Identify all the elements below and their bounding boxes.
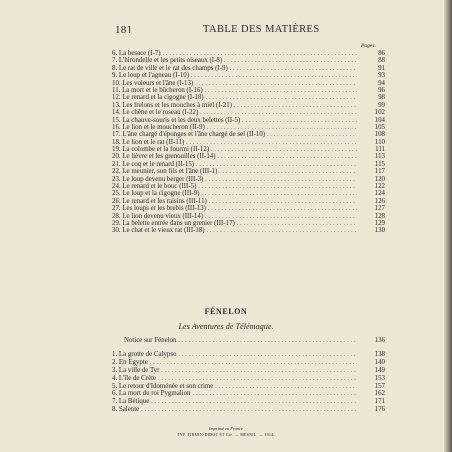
entry-label: 21. Le coq et le renard (II-15) . . . <box>112 161 357 168</box>
toc-entry <box>112 375 385 383</box>
entry-label: 6. La mort du roi Pygmalion . . . <box>112 390 357 398</box>
entry-page: 122 <box>374 183 385 191</box>
entry-page: 153 <box>374 374 385 382</box>
entry-page: 88 <box>378 57 385 65</box>
toc-entry <box>112 146 385 153</box>
toc-entry <box>112 57 385 64</box>
entry-label: 4. L'île de Crète . . . <box>112 375 357 383</box>
entry-label: 23. Le loup devenu berger (III-3) . . . <box>112 176 357 183</box>
page-edge-shadow <box>444 0 452 452</box>
toc-entry <box>112 367 385 375</box>
toc-entry <box>112 65 385 72</box>
toc-entry <box>112 161 385 168</box>
toc-entry <box>112 198 385 205</box>
entry-page: 105 <box>374 123 385 131</box>
entry-page: 176 <box>374 406 385 414</box>
entry-page: 149 <box>374 366 385 374</box>
entry-page: 99 <box>378 101 385 109</box>
entry-label: 10. Les voleurs et l'âne (I-13) . . . <box>112 80 357 87</box>
entry-label: 29. La belette entrée dans un grenier (III-17) . . . <box>112 220 357 227</box>
entry-page: 115 <box>374 160 385 168</box>
toc-entry <box>112 390 385 398</box>
entry-label: 27. Les loups et les brebis (III-13) . . . <box>112 205 357 212</box>
entry-label: 1. La grotte de Calypso . . . <box>112 351 357 359</box>
entry-label: 3. La ville de Tyr . . . <box>112 367 357 375</box>
entry-page: 128 <box>374 212 385 220</box>
toc-entry <box>112 102 385 109</box>
entry-page: 127 <box>374 205 385 213</box>
entry-page: 130 <box>374 227 385 235</box>
entry-page: 157 <box>374 382 385 390</box>
toc-entry <box>112 80 385 87</box>
entry-label: 28. Le lion devenu vieux (III-14) . . . <box>112 213 357 220</box>
entry-label: 14. Le chêne et le roseau (I-22) . . . <box>112 109 357 116</box>
entry-label: 24. Le renard et le bouc (III-5) . . . <box>112 183 357 190</box>
entry-page: 117 <box>374 168 385 176</box>
toc-entry <box>112 117 385 124</box>
toc-entry <box>112 406 385 414</box>
entry-page: 111 <box>375 146 385 154</box>
toc-entry <box>112 94 385 101</box>
toc-entry <box>112 220 385 227</box>
entry-label: 11. La mort et le bûcheron (I-16) . . . <box>112 87 357 94</box>
toc-entry <box>112 87 385 94</box>
entry-label: 17. L'âne chargé d'éponges et l'âne chargé de sel (II-10) . . . <box>112 131 357 138</box>
toc-entry <box>112 383 385 391</box>
toc-entry <box>112 153 385 160</box>
entry-label: 20. Le lièvre et les grenouilles (II-14) . . . <box>112 153 357 160</box>
entry-label: 12. Le renard et la cigogne (I-18) . . . <box>112 94 357 101</box>
entry-page: 104 <box>374 116 385 124</box>
toc-entry <box>112 139 385 146</box>
entry-page: 171 <box>374 398 385 406</box>
entry-label: 19. La colombe et la fourmi (II-12) . . . <box>112 146 357 153</box>
entry-page: 96 <box>378 86 385 94</box>
entry-page: 108 <box>374 131 385 139</box>
section-contents <box>112 337 385 414</box>
entry-page: 124 <box>374 190 385 198</box>
entry-page: 162 <box>374 390 385 398</box>
toc-entry <box>112 131 385 138</box>
printer-line: TYP. FIRMIN-DIDOT ET Cie. — MESNIL. — 1914. <box>177 433 275 437</box>
toc-entry <box>112 398 385 406</box>
entry-label: 26. Le renard et les raisins (III-11) . . . <box>112 198 357 205</box>
entry-label: 30. Le chat et le vieux rat (III-18) . . . <box>112 227 357 234</box>
toc-entry <box>112 183 385 190</box>
entry-page: 140 <box>374 358 385 366</box>
entry-page: 98 <box>378 94 385 102</box>
toc-entry <box>112 109 385 116</box>
entry-page: 136 <box>374 337 385 344</box>
imprint-line: Imprimé en France <box>209 426 243 431</box>
toc-entry <box>112 213 385 220</box>
entry-page: 120 <box>374 175 385 183</box>
entry-label: 13. Les frelons et les mouches à miel (I-21) . . . <box>112 102 357 109</box>
toc-entry <box>112 205 385 212</box>
entry-label: 8. Le rat de ville et le rat des champs (I-9) . . . <box>112 65 357 72</box>
entry-label: 7. L'hirondelle et les petits oiseaux (I-8) . . . <box>112 57 357 64</box>
entry-page: 110 <box>374 138 385 146</box>
toc-entry <box>112 168 385 175</box>
entry-page: 94 <box>378 79 385 87</box>
entry-label: 16. Le lion et le moucheron (II-9) . . . <box>112 124 357 131</box>
toc-entry <box>112 72 385 79</box>
entry-label: 15. La chauve-souris et les deux belettes (II-5) . . . <box>112 117 357 124</box>
page-title: TABLE DES MATIÈRES <box>203 24 320 35</box>
entry-page: 93 <box>378 72 385 80</box>
entry-page: 102 <box>374 109 385 117</box>
pages-column-label: Pages. <box>361 43 376 49</box>
table-of-contents <box>112 50 385 235</box>
entry-page: 86 <box>378 50 385 57</box>
entry-label: 6. La besace (I-7) . . . <box>112 50 357 57</box>
entry-page: 129 <box>374 219 385 227</box>
toc-entry <box>112 359 385 367</box>
toc-entry-notice <box>112 337 385 349</box>
page-header <box>115 24 385 38</box>
entry-label: 25. Le loup et la cigogne (III-9) . . . <box>112 190 357 197</box>
toc-entry <box>112 50 385 57</box>
toc-entry <box>112 351 385 359</box>
entry-label: 5. Le retour d'Idoménée et son crime . . . <box>112 383 357 391</box>
entry-label: 18. Le lion et le rat (II-11) . . . <box>112 139 357 146</box>
entry-label: Notice sur Fénelon . . . <box>124 337 357 345</box>
entry-label: 8. Salente . . . <box>112 406 357 414</box>
entry-label: 2. En Égypte . . . <box>112 359 357 367</box>
toc-entry <box>112 190 385 197</box>
toc-entry <box>112 124 385 131</box>
page-number: 181 <box>115 24 133 36</box>
entry-page: 113 <box>374 153 385 161</box>
entry-page: 126 <box>374 197 385 205</box>
entry-label: 22. Le meunier, son fils et l'âne (III-1) . . . <box>112 168 357 175</box>
toc-entry <box>112 176 385 183</box>
entry-page: 138 <box>374 351 385 358</box>
section-author: FÉNELON <box>204 307 248 316</box>
entry-label: 9. Le loup et l'agneau (I-10) . . . <box>112 72 357 79</box>
entry-label: 7. La Bétique . . . <box>112 398 357 406</box>
entry-page: 91 <box>378 64 385 72</box>
section-work-title: Les Aventures de Télémaque. <box>178 322 274 331</box>
toc-entry <box>112 227 385 234</box>
